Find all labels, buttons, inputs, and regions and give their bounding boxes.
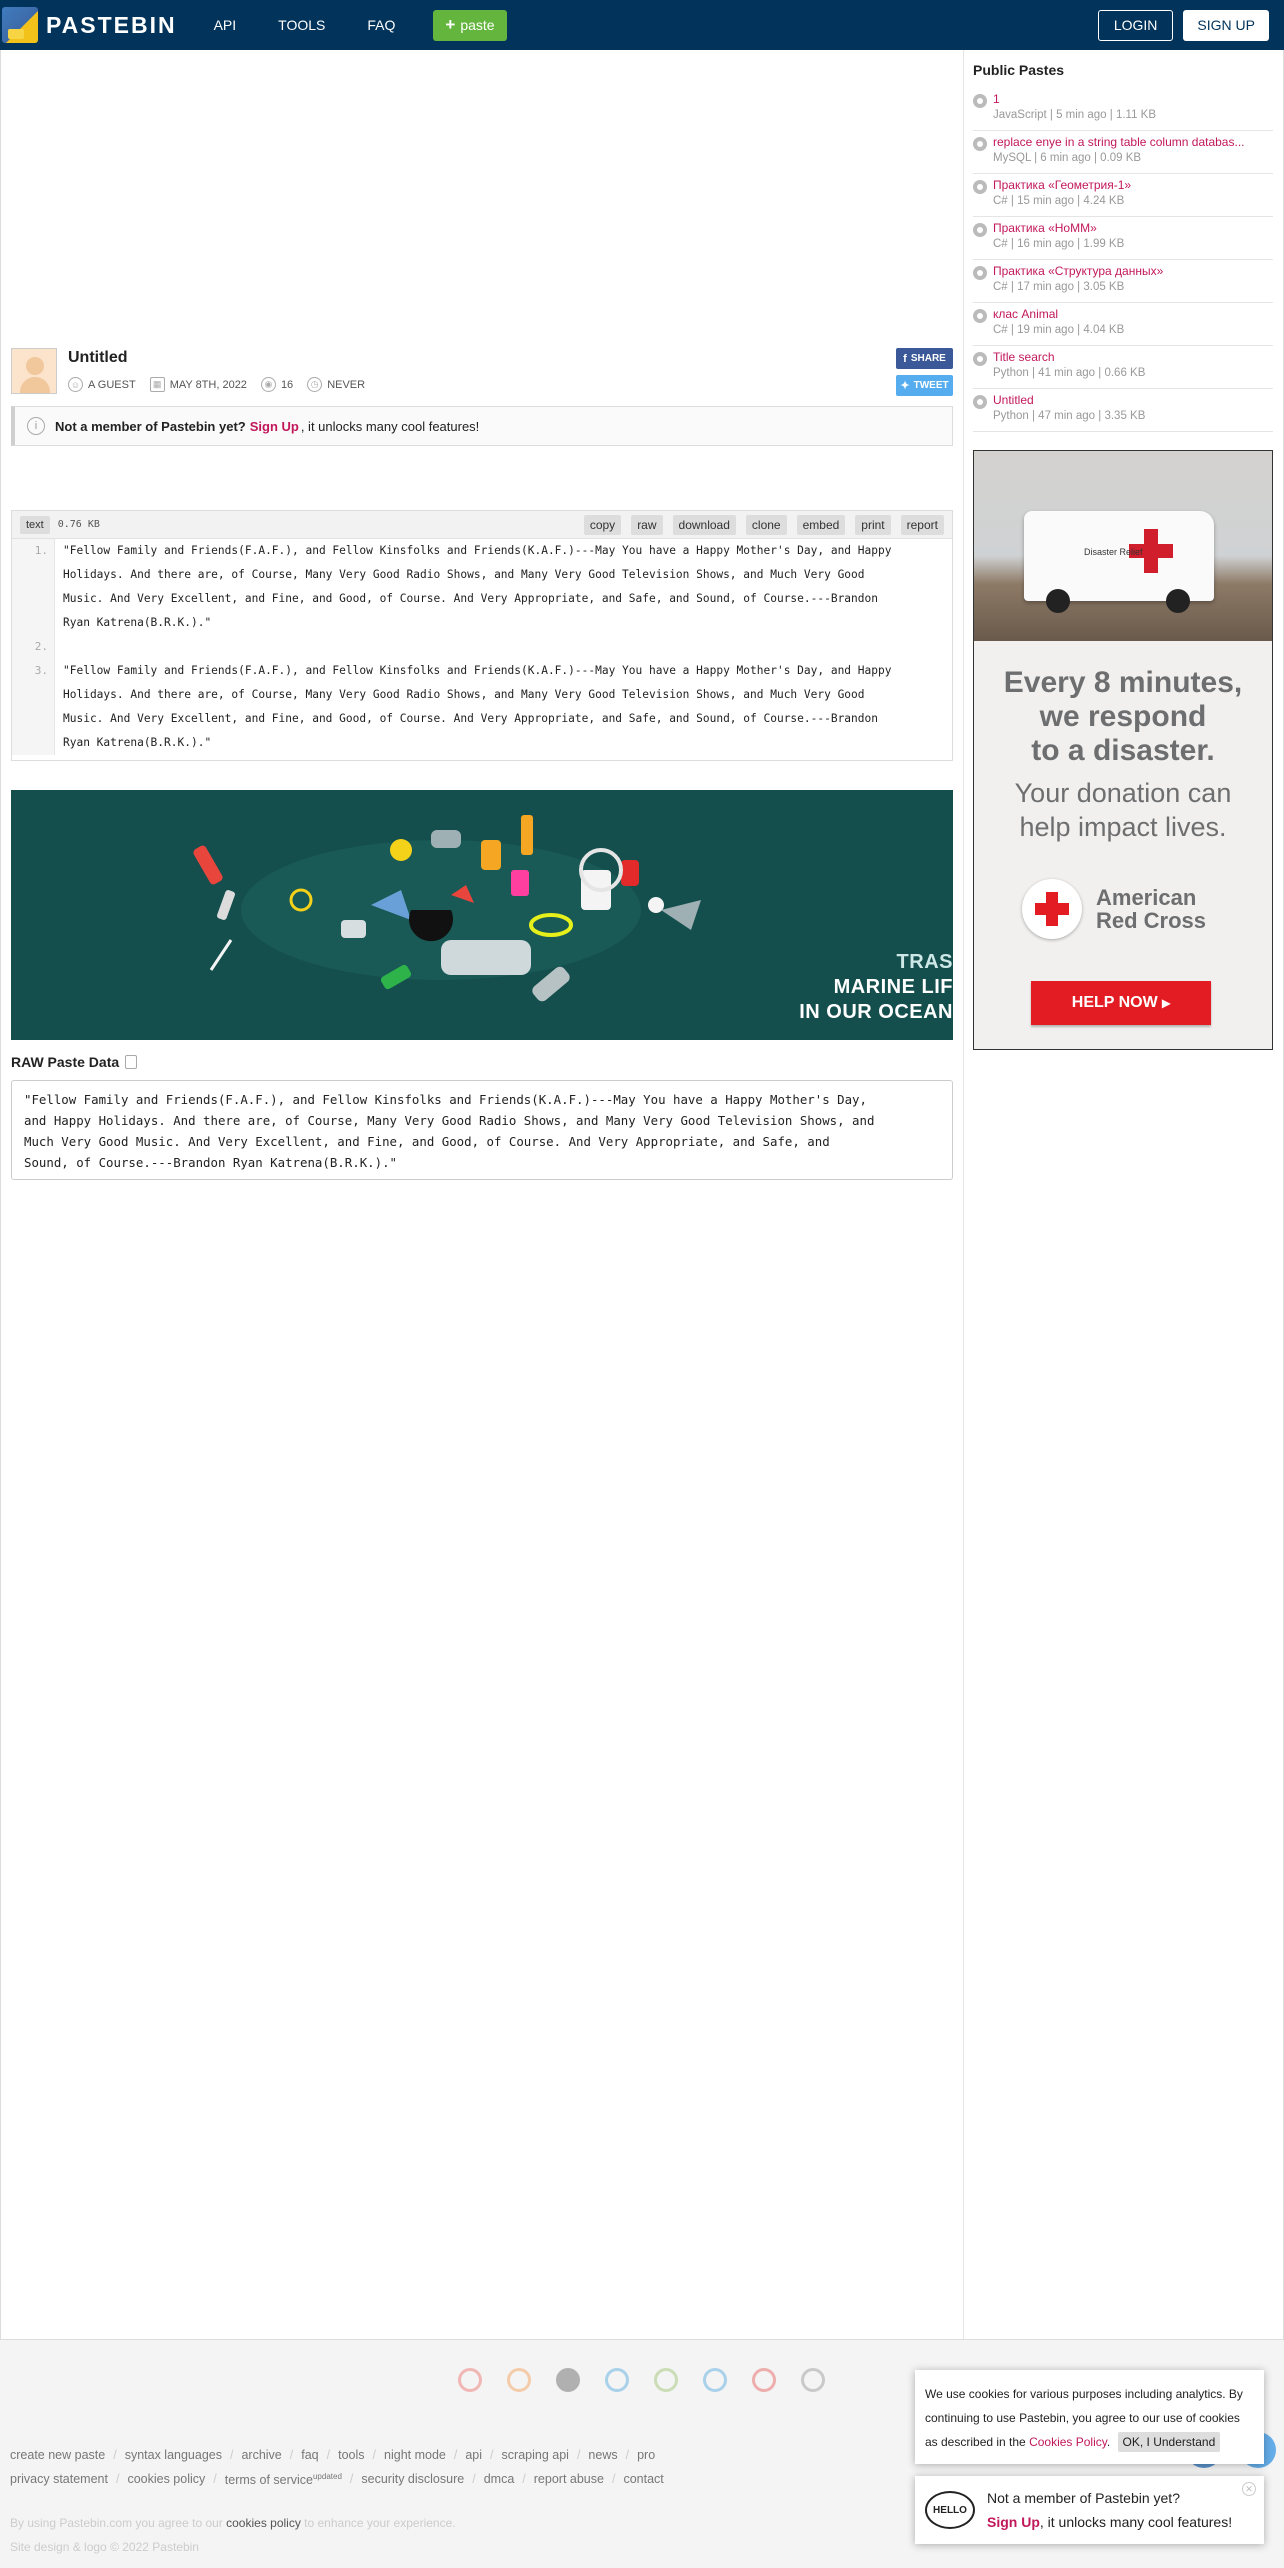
public-paste-title[interactable]: 1 [993,92,1000,106]
red-cross-logo [1022,879,1206,939]
footer-link[interactable]: news [588,2448,618,2462]
paste-date: MAY 8TH, 2022 [169,378,247,391]
facebook-icon: f [903,352,907,365]
code-lines[interactable] [55,539,952,755]
footer-link[interactable]: privacy statement [10,2472,108,2486]
cookies-policy-link[interactable]: Cookies Policy [1029,2435,1107,2449]
guest-avatar [11,348,57,394]
android-icon[interactable] [654,2368,678,2392]
clock-icon: ◷ [307,377,322,392]
ad-headline-line: we respond [1039,700,1207,733]
tos-label: terms of service [224,2473,313,2488]
user-icon: ☺ [68,377,83,392]
line-number: 1. [34,544,48,557]
meta-author[interactable] [68,377,136,392]
public-paste-title[interactable]: Практика «Геометрия-1» [993,178,1132,192]
footer-link[interactable]: archive [241,2448,282,2462]
content-area [0,50,1284,2340]
footer-link[interactable]: api [465,2448,483,2462]
paste-code-box [11,510,953,761]
new-paste-button[interactable] [433,10,506,41]
paste-meta [68,377,379,392]
code-line: Ryan Katrena(B.R.K.)." [63,616,212,629]
raw-paste-data-label [11,1054,137,1070]
firefox-icon[interactable] [507,2368,531,2392]
ad-headline-line: Every 8 minutes, [1003,666,1243,699]
ad-sub-line: help impact lives. [1019,812,1227,842]
raw-label-text: RAW Paste Data [11,1054,120,1070]
updated-badge: updated [312,2472,342,2481]
code-body [12,539,952,755]
footer-links-row-2: privacy statement / cookies policy / terms of service$^{updated}$ / security disclosure / dmca / report abuse / contact [10,2472,664,2488]
popup-question: Not a member of Pastebin yet? [987,2490,1180,2506]
ad-banner-line: MARINE LIF [833,976,953,998]
pastebin-logo-icon [2,7,38,43]
globe-icon [973,94,987,108]
public-pastes-title: Public Pastes [973,62,1065,78]
linux-icon[interactable] [801,2368,825,2392]
globe-icon [973,352,987,366]
copy-icon[interactable] [125,1055,137,1069]
public-pastes-list [973,88,1273,432]
red-cross-name [1096,886,1206,932]
cookies-policy-link[interactable]: cookies policy [226,2516,301,2530]
public-paste-title[interactable]: клас Animal [993,307,1059,321]
raw-line: and Happy Holidays. And there are, of Course, Many Very Good Radio Shows, and Many Very Good Television Shows, and [24,1113,875,1128]
org-line: American [1096,885,1197,910]
copy-button[interactable]: copy [584,515,621,535]
main-nav [214,17,438,33]
footer-link[interactable]: report abuse [533,2472,604,2486]
code-tools [574,515,944,535]
eye-icon: ◉ [261,377,276,392]
top-header [0,0,1284,50]
twitter-icon: ✦ [900,380,910,392]
footer-link[interactable]: pro [637,2448,656,2462]
line-number-gutter [12,539,55,755]
embed-button[interactable]: embed [797,515,846,535]
paste-size: 0.76 KB [57,519,100,530]
code-line: Holidays. And there are, of Course, Many Very Good Radio Shows, and Many Very Good Television Shows, and Much Very Good [63,688,865,701]
print-button[interactable]: print [855,515,890,535]
hello-bubble-icon: HELLO [925,2491,975,2529]
nav-tools[interactable]: TOOLS [278,17,326,33]
share-label: SHARE [910,353,946,364]
signup-button[interactable]: SIGN UP [1183,10,1269,41]
macos-icon[interactable] [703,2368,727,2392]
ocean-trash-ad[interactable] [11,790,953,1040]
plus-icon: + [445,15,456,34]
public-paste-item[interactable] [973,131,1273,174]
notice-rest: , it unlocks many cool features! [300,418,480,434]
author-name: A GUEST [88,378,136,391]
raw-paste-textarea[interactable] [11,1080,953,1180]
ad-headline [974,666,1272,768]
raw-line: "Fellow Family and Friends(F.A.F.), and Fellow Kinsfolks and Friends(K.A.F.)---May You have a Happy Mother's Day, [24,1092,867,1107]
login-button[interactable]: LOGIN [1098,10,1174,41]
paste-title: Untitled [68,349,128,366]
ad-sub-line: Your donation can [1014,778,1232,808]
footer-links-row-1: create new paste / syntax languages / archive / faq / tools / night mode / api / scraping api / news / pro [10,2448,656,2462]
footer-cookie-note [10,2516,456,2530]
footer-link[interactable]: scraping api [501,2448,569,2462]
line-number: 2. [34,640,48,653]
code-line: Holidays. And there are, of Course, Many Very Good Radio Shows, and Many Very Good Television Shows, and Much Very Good [63,568,865,581]
signup-notice [11,406,953,446]
calendar-icon: ▦ [150,377,165,392]
code-line: "Fellow Family and Friends(F.A.F.), and Fellow Kinsfolks and Friends(K.A.F.)---May You have a Happy Mother's Day, and Happy [63,664,892,677]
ios-icon[interactable] [556,2368,580,2392]
footer-link[interactable]: security disclosure [361,2472,465,2486]
globe-icon [973,137,987,151]
syntax-badge[interactable]: text [20,516,50,534]
help-now-button[interactable] [1031,981,1211,1025]
public-paste-meta: Python | 41 min ago | 0.66 KB [993,367,1146,379]
public-paste-item[interactable] [973,217,1273,260]
code-line: Music. And Very Excellent, and Fine, and Good, of Course. And Very Appropriate, and Safe, and Sound, of Course.---Brandon [63,592,878,605]
notice-bold: Not a member of Pastebin yet? [55,418,246,434]
footer-link[interactable]: faq [301,2448,319,2462]
public-paste-item[interactable] [973,303,1273,346]
code-line: Ryan Katrena(B.R.K.)." [63,736,212,749]
note-pre: By using Pastebin.com you agree to our [10,2516,227,2530]
footer-link[interactable]: cookies policy [127,2472,206,2486]
help-now-label: HELP NOW [1071,994,1158,1011]
cookie-text: We use cookies for various purposes including analytics. By continuing to use Pastebin, you agree to our use of cookies as described in the [925,2387,1243,2449]
ambulance-photo [974,451,1272,641]
ad-banner-line: TRAS [896,951,953,973]
public-paste-meta: C# | 19 min ago | 4.04 KB [993,324,1125,336]
twitter-tweet-button[interactable] [896,375,953,396]
footer-link[interactable]: contact [623,2472,664,2486]
logo-text: PASTEBIN [46,11,177,38]
ad-banner-line: IN OUR OCEAN [799,1001,953,1023]
footer-link[interactable]: night mode [384,2448,446,2462]
clone-button[interactable]: clone [746,515,787,535]
globe-icon [973,223,987,237]
public-paste-title[interactable]: Untitled [993,393,1034,407]
footer-link[interactable]: tools [338,2448,365,2462]
meta-date [150,377,247,392]
public-paste-title[interactable]: Title search [993,350,1055,364]
public-paste-meta: C# | 16 min ago | 1.99 KB [993,238,1125,250]
meta-expiry [307,377,365,392]
public-paste-meta: MySQL | 6 min ago | 0.09 KB [993,152,1142,164]
public-paste-item[interactable] [973,260,1273,303]
raw-button[interactable]: raw [631,515,662,535]
nav-api[interactable]: API [213,17,237,33]
ambulance-image [1024,511,1214,601]
public-paste-item[interactable] [973,88,1273,131]
browser-extensions [458,2368,850,2392]
globe-icon [973,180,987,194]
raw-line: Much Very Good Music. And Very Excellent, and Fine, and Good, of Course. And Very Appropriate, and Safe, and [24,1134,830,1149]
red-cross-icon [1022,879,1082,939]
expiry-value: NEVER [327,378,366,391]
truck-label: Disaster Relief [1084,547,1143,557]
line-number: 3. [34,664,48,677]
public-paste-title[interactable]: replace enye in a string table column databas... [993,135,1245,149]
red-cross-ad[interactable] [973,450,1273,1050]
signup-popup [915,2476,1264,2544]
pastebin-logo[interactable] [2,7,177,43]
raw-line: Sound, of Course.---Brandon Ryan Katrena(B.R.K.)." [24,1155,397,1170]
chrome-icon[interactable] [458,2368,482,2392]
public-paste-meta: C# | 17 min ago | 3.05 KB [993,281,1125,293]
popup-rest: , it unlocks many cool features! [1039,2514,1233,2530]
public-paste-title[interactable]: Практика «НоММ» [993,221,1097,235]
notice-signup-link[interactable]: Sign Up [249,418,299,434]
ad-headline-line: to a disaster. [1031,734,1215,767]
public-paste-title[interactable]: Практика «Структура данных» [993,264,1164,278]
public-paste-meta: C# | 15 min ago | 4.24 KB [993,195,1125,207]
meta-views [261,377,293,392]
download-button[interactable]: download [673,515,736,535]
copyright: Site design & logo © 2022 Pastebin [10,2540,199,2554]
main-column [1,50,964,2339]
cookie-ok-button[interactable]: OK, I Understand [1118,2432,1221,2452]
ad-banner-text [799,950,953,1025]
globe-icon [973,395,987,409]
note-post: to enhance your experience. [300,2516,456,2530]
public-paste-meta: JavaScript | 5 min ago | 1.11 KB [993,109,1157,121]
report-button[interactable]: report [901,515,944,535]
windows-icon[interactable] [605,2368,629,2392]
code-toolbar [12,511,952,539]
nav-faq[interactable]: FAQ [367,17,396,33]
info-icon: i [27,417,45,435]
public-paste-item[interactable] [973,174,1273,217]
play-arrow-icon: ▸ [1162,995,1171,1012]
opera-icon[interactable] [752,2368,776,2392]
footer-link[interactable]: create new paste [10,2448,106,2462]
globe-icon [973,309,987,323]
new-paste-label: paste [460,17,495,33]
public-paste-meta: Python | 47 min ago | 3.35 KB [993,410,1146,422]
ad-subline [974,776,1272,844]
code-line: "Fellow Family and Friends(F.A.F.), and Fellow Kinsfolks and Friends(K.A.F.)---May You have a Happy Mother's Day, and Happy [63,544,892,557]
public-paste-item[interactable] [973,346,1273,389]
footer-link[interactable] [225,2472,342,2487]
facebook-share-button[interactable] [896,348,953,369]
code-line: Music. And Very Excellent, and Fine, and Good, of Course. And Very Appropriate, and Safe, and Sound, of Course.---Brandon [63,712,878,725]
cookie-consent-popup: We use cookies for various purposes including analytics. By continuing to use Pastebin, you agree to our use of cookies as described in the Cookies Policy. OK, I Understand [915,2370,1264,2464]
footer-link[interactable]: dmca [483,2472,515,2486]
view-count: 16 [280,378,294,391]
public-paste-item[interactable] [973,389,1273,432]
tweet-label: TWEET [913,380,949,391]
popup-signup-link[interactable]: Sign Up [987,2514,1040,2530]
globe-icon [973,266,987,280]
footer-link[interactable]: syntax languages [124,2448,222,2462]
close-icon[interactable]: ✕ [1242,2482,1256,2496]
org-line: Red Cross [1096,908,1207,933]
